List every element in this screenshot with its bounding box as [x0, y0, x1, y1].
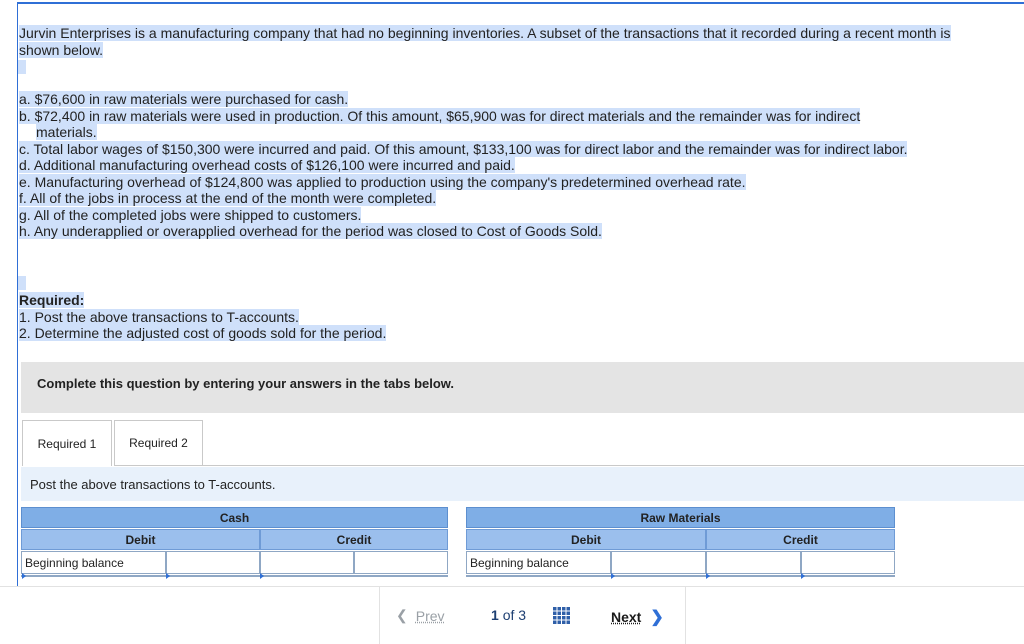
debit-amount-input[interactable] — [166, 551, 260, 574]
t-account-underline — [466, 575, 895, 577]
tab-panel-instruction: Post the above transactions to T-accounts. — [21, 467, 1024, 501]
debit-amount-input[interactable] — [611, 551, 706, 574]
required-item-2: 2. Determine the adjusted cost of goods sold for the period. — [19, 325, 387, 341]
selection-mark-2 — [18, 276, 26, 290]
raw-materials-credit-input[interactable] — [802, 552, 894, 573]
selection-mark — [18, 60, 26, 74]
required-item-1: 1. Post the above transactions to T-accounts. — [19, 308, 299, 325]
chevron-left-icon: ❮ — [396, 607, 408, 623]
page-of: of — [502, 607, 515, 623]
t-account-title: Cash — [21, 507, 448, 528]
row-label: Beginning balance — [466, 551, 611, 574]
credit-amount-input[interactable] — [801, 551, 895, 574]
raw-materials-credit-label-input[interactable] — [707, 552, 800, 573]
cash-credit-input[interactable] — [355, 552, 447, 573]
dropdown-marker-icon — [166, 573, 170, 579]
credit-label-input[interactable] — [260, 551, 354, 574]
grid-icon[interactable] — [553, 607, 570, 624]
prev-button[interactable] — [396, 607, 445, 624]
instruction-banner: Complete this question by entering your answers in the tabs below. — [21, 362, 1024, 413]
transaction-a: a. $76,600 in raw materials were purchased for cash. — [19, 91, 349, 107]
credit-label-input[interactable] — [706, 551, 801, 574]
transaction-c: c. Total labor wages of $150,300 were incurred and paid. Of this amount, $133,100 was for direct labor and the remainder was for indirect labor. — [19, 140, 908, 157]
transaction-h: h. Any underapplied or overapplied overhead for the period was closed to Cost of Goods Sold. — [19, 223, 602, 239]
transaction-f: f. All of the jobs in process at the end of the month were completed. — [19, 190, 437, 206]
next-button[interactable] — [611, 607, 664, 627]
total-pages: 3 — [518, 607, 527, 623]
transaction-b: b. $72,400 in raw materials were used in production. Of this amount, $65,900 was for direct materials and the remainder was for indirect materials. — [19, 107, 861, 140]
dropdown-marker-icon — [611, 573, 615, 579]
pagination-footer — [0, 586, 1024, 644]
dropdown-marker-icon — [22, 573, 26, 579]
dropdown-marker-icon — [801, 573, 805, 579]
transaction-list — [19, 91, 919, 240]
current-page: 1 — [491, 607, 499, 623]
intro-text: Jurvin Enterprises is a manufacturing company that had no beginning inventories. A subset of the transactions that it recorded during a recent month is shown below. — [19, 25, 951, 58]
credit-header: Credit — [706, 529, 895, 550]
required-title: Required: — [19, 292, 85, 308]
debit-header: Debit — [21, 529, 260, 550]
dropdown-marker-icon — [260, 573, 264, 579]
tab-divider — [202, 465, 1024, 466]
transaction-d: d. Additional manufacturing overhead costs of $126,100 were incurred and paid. — [19, 157, 515, 173]
prev-label: Prev — [415, 607, 445, 624]
raw-materials-debit-input[interactable] — [612, 552, 705, 573]
transaction-e: e. Manufacturing overhead of $124,800 was applied to production using the company's predetermined overhead rate. — [19, 173, 746, 190]
t-account-underline — [21, 575, 448, 577]
row-label: Beginning balance — [21, 551, 166, 574]
credit-header: Credit — [260, 529, 448, 550]
required-section — [19, 292, 386, 342]
tab-required-2[interactable]: Required 2 — [114, 420, 203, 466]
chevron-right-icon: ❯ — [650, 609, 664, 626]
dropdown-marker-icon — [706, 573, 710, 579]
next-label: Next — [611, 609, 642, 625]
transaction-g: g. All of the completed jobs were shipped to customers. — [19, 206, 362, 223]
problem-intro — [19, 25, 959, 58]
cash-credit-label-input[interactable] — [261, 552, 353, 573]
tab-required-1[interactable]: Required 1 — [22, 420, 112, 466]
debit-header: Debit — [466, 529, 706, 550]
t-account-title: Raw Materials — [466, 507, 895, 528]
credit-amount-input[interactable] — [354, 551, 448, 574]
cash-debit-input[interactable] — [167, 552, 259, 573]
page-indicator — [491, 607, 526, 623]
